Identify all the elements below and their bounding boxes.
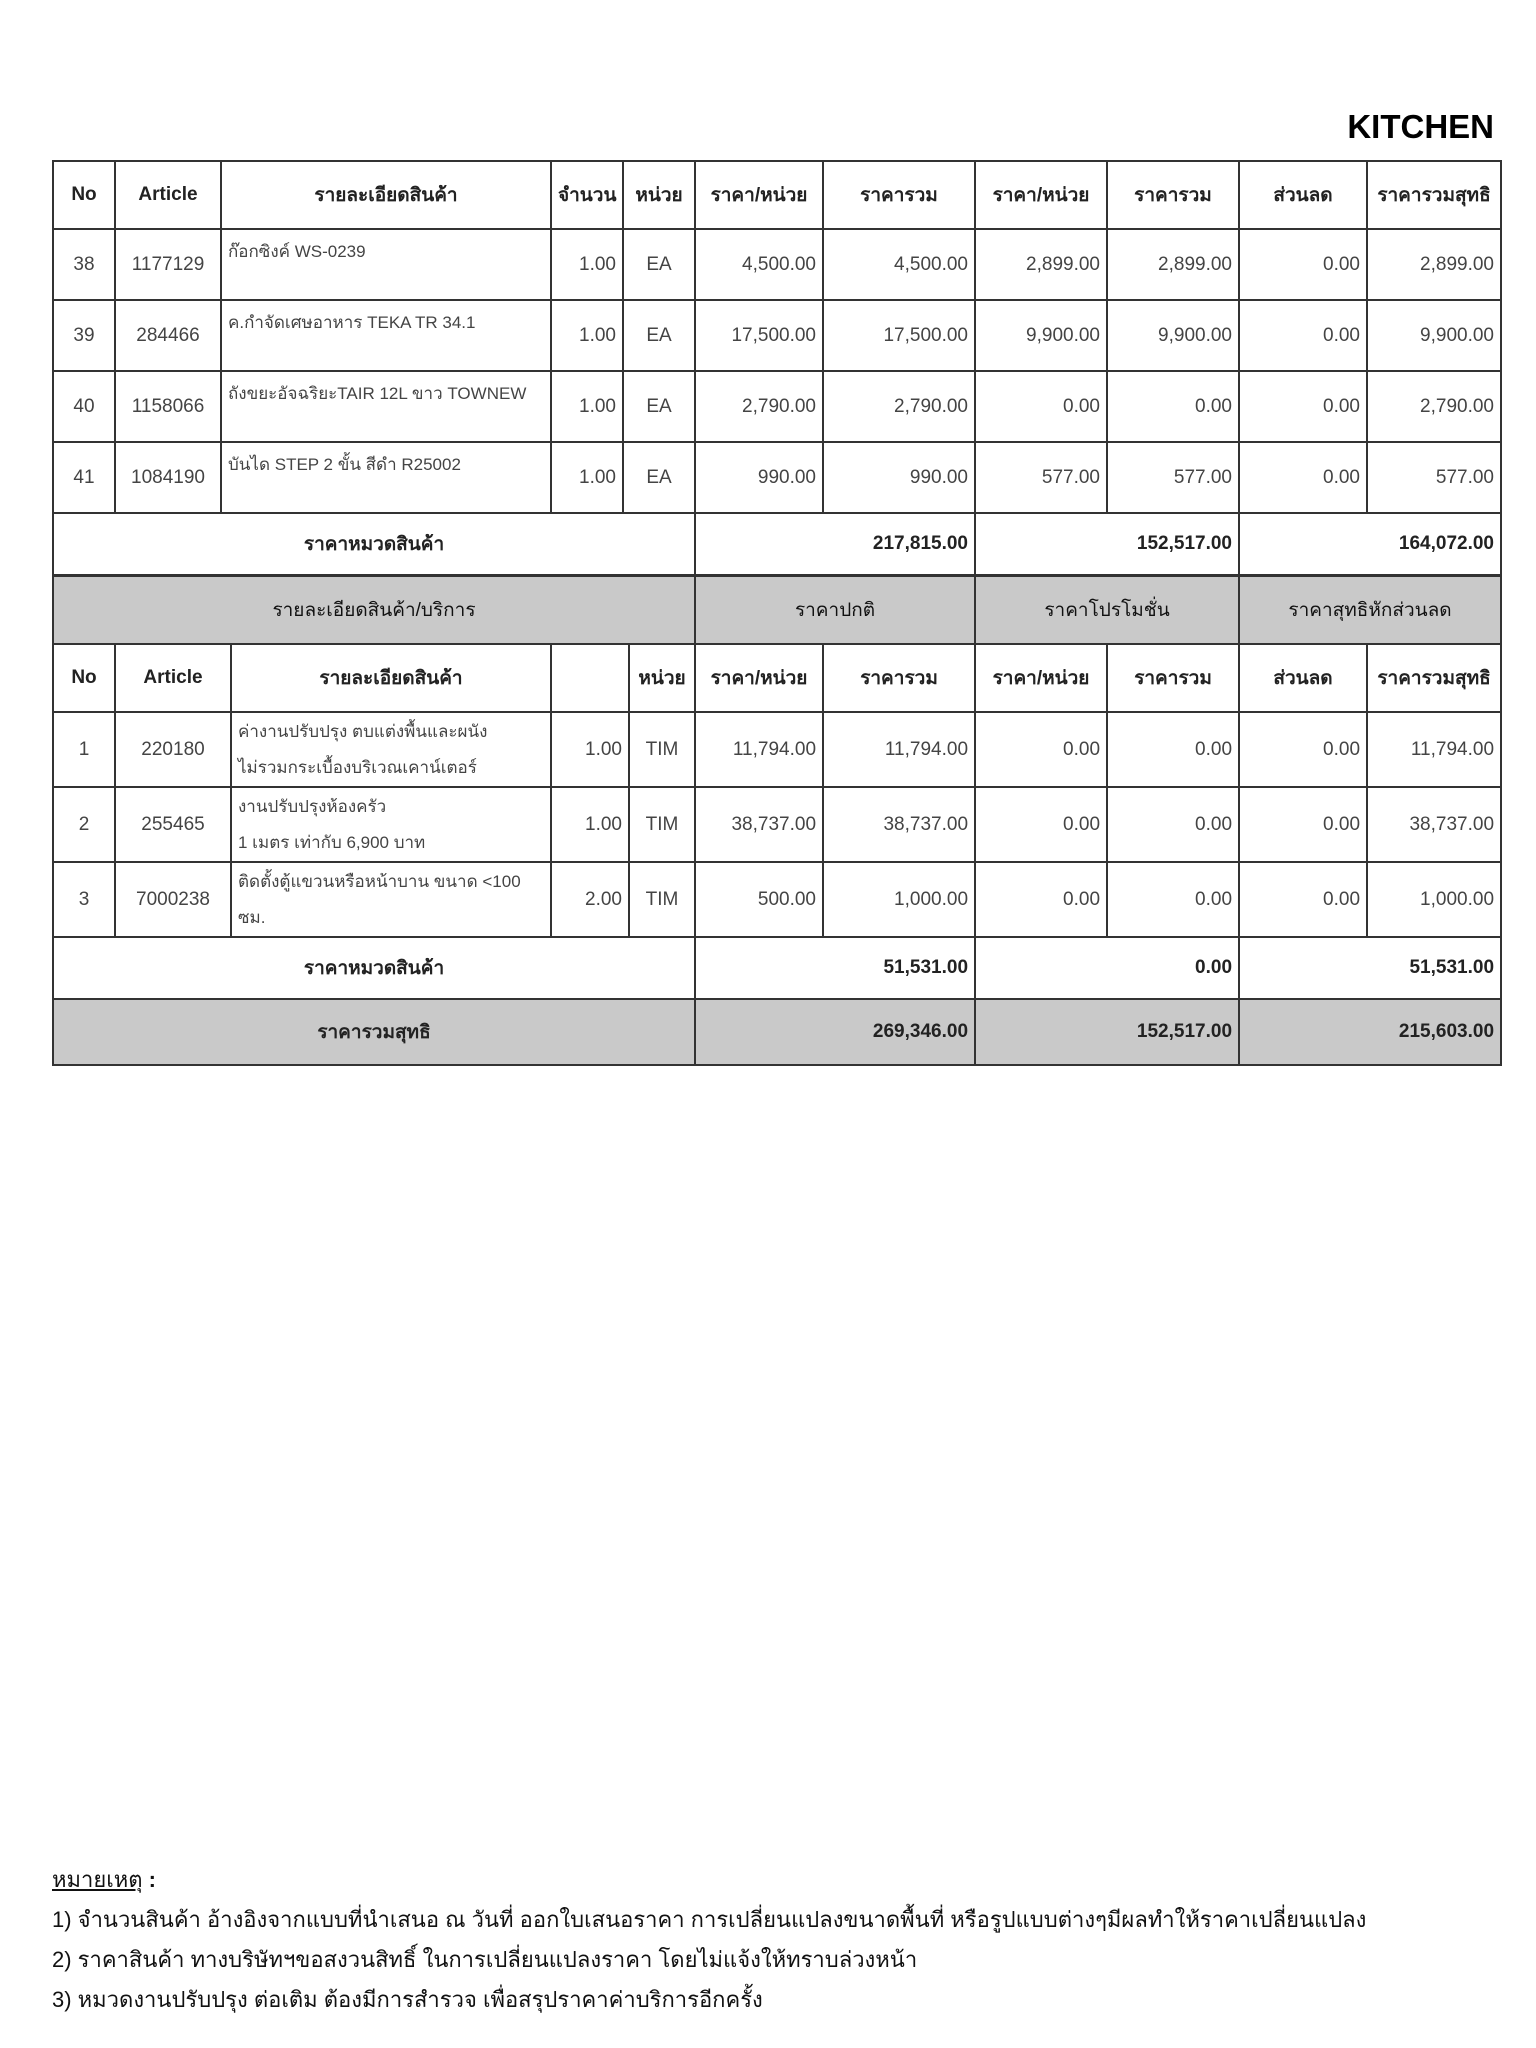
- grand-total-promo: 152,517.00: [975, 999, 1239, 1065]
- cell-promo-total: 2,899.00: [1107, 229, 1239, 300]
- header-cell: ราคา/หน่วย: [695, 644, 823, 712]
- header-cell: ราคารวม: [823, 644, 975, 712]
- subtotal-label: ราคาหมวดสินค้า: [53, 513, 695, 575]
- subtotal-row: [53, 937, 1501, 999]
- products-table: [52, 160, 1502, 576]
- grand-total-row: [53, 999, 1501, 1065]
- cell-net: 38,737.00: [1367, 787, 1501, 862]
- cell-price: 4,500.00: [695, 229, 823, 300]
- cell-no: 39: [53, 300, 115, 371]
- cell-promo-price: 0.00: [975, 862, 1107, 937]
- cell-total: 4,500.00: [823, 229, 975, 300]
- cell-article: 1084190: [115, 442, 221, 513]
- header-cell: ราคารวม: [1107, 644, 1239, 712]
- cell-promo-total: 0.00: [1107, 371, 1239, 442]
- desc-line-1: งานปรับปรุงห้องครัว: [238, 796, 387, 816]
- header-cell: หน่วย: [623, 161, 695, 229]
- header-cell: หน่วย: [629, 644, 695, 712]
- header-cell: ส่วนลด: [1239, 644, 1367, 712]
- cell-promo-total: 0.00: [1107, 862, 1239, 937]
- cell-promo-price: 9,900.00: [975, 300, 1107, 371]
- cell-net: 11,794.00: [1367, 712, 1501, 787]
- cell-desc: ก๊อกซิงค์ WS-0239: [221, 229, 551, 300]
- table-header-row: [53, 161, 1501, 229]
- cell-price: 500.00: [695, 862, 823, 937]
- cell-promo-total: 0.00: [1107, 787, 1239, 862]
- cell-discount: 0.00: [1239, 712, 1367, 787]
- cell-unit: EA: [623, 229, 695, 300]
- grand-total-label: ราคารวมสุทธิ: [53, 999, 695, 1065]
- cell-qty: 1.00: [551, 229, 623, 300]
- cell-qty: 1.00: [551, 371, 623, 442]
- header-cell: [551, 644, 629, 712]
- cell-qty: 2.00: [551, 862, 629, 937]
- cell-total: 2,790.00: [823, 371, 975, 442]
- cell-price: 17,500.00: [695, 300, 823, 371]
- table-row: [53, 862, 1501, 937]
- table-header-row: [53, 644, 1501, 712]
- cell-unit: TIM: [629, 787, 695, 862]
- table-row: [53, 787, 1501, 862]
- table-row: [53, 442, 1501, 513]
- cell-no: 38: [53, 229, 115, 300]
- cell-net: 2,899.00: [1367, 229, 1501, 300]
- cell-discount: 0.00: [1239, 862, 1367, 937]
- header-cell: ราคารวมสุทธิ: [1367, 644, 1501, 712]
- cell-net: 9,900.00: [1367, 300, 1501, 371]
- services-table: [52, 575, 1502, 1066]
- cell-article: 1158066: [115, 371, 221, 442]
- table-row: [53, 300, 1501, 371]
- cell-unit: EA: [623, 371, 695, 442]
- cell-no: 40: [53, 371, 115, 442]
- cell-no: 1: [53, 712, 115, 787]
- cell-price: 38,737.00: [695, 787, 823, 862]
- cell-net: 577.00: [1367, 442, 1501, 513]
- cell-promo-total: 0.00: [1107, 712, 1239, 787]
- cell-qty: 1.00: [551, 300, 623, 371]
- cell-promo-price: 0.00: [975, 712, 1107, 787]
- cell-unit: TIM: [629, 712, 695, 787]
- header-cell: ราคารวม: [1107, 161, 1239, 229]
- cell-desc: [231, 712, 551, 787]
- notes-colon: :: [142, 1867, 157, 1892]
- subtotal-net: 164,072.00: [1239, 513, 1501, 575]
- header-cell: ราคา/หน่วย: [695, 161, 823, 229]
- header-cell: ราคา/หน่วย: [975, 644, 1107, 712]
- cell-no: 41: [53, 442, 115, 513]
- cell-promo-total: 9,900.00: [1107, 300, 1239, 371]
- cell-article: 255465: [115, 787, 231, 862]
- cell-total: 1,000.00: [823, 862, 975, 937]
- header-cell: จำนวน: [551, 161, 623, 229]
- table-row: [53, 229, 1501, 300]
- cell-qty: 1.00: [551, 787, 629, 862]
- cell-total: 11,794.00: [823, 712, 975, 787]
- group-net: ราคาสุทธิหักส่วนลด: [1239, 576, 1501, 644]
- note-line: 2) ราคาสินค้า ทางบริษัทฯขอสงวนสิทธิ์ ในการเปลี่ยนแปลงราคา โดยไม่แจ้งให้ทราบล่วงหน้า: [52, 1947, 918, 1972]
- cell-desc: [231, 787, 551, 862]
- desc-line-2: ไม่รวมกระเบื้องบริเวณเคาน์เตอร์: [238, 757, 477, 777]
- cell-unit: TIM: [629, 862, 695, 937]
- subtotal-normal: 51,531.00: [695, 937, 975, 999]
- header-cell: รายละเอียดสินค้า: [221, 161, 551, 229]
- table-row: [53, 712, 1501, 787]
- cell-no: 3: [53, 862, 115, 937]
- cell-price: 2,790.00: [695, 371, 823, 442]
- header-cell: ราคารวมสุทธิ: [1367, 161, 1501, 229]
- cell-total: 38,737.00: [823, 787, 975, 862]
- header-cell: ราคา/หน่วย: [975, 161, 1107, 229]
- note-line: 1) จำนวนสินค้า อ้างอิงจากแบบที่นำเสนอ ณ วันที่ ออกใบเสนอราคา การเปลี่ยนแปลงขนาดพื้นที่ หรือรูปแบบต่างๆมีผลทำให้ราคาเปลี่ยนแปลง: [52, 1907, 1367, 1932]
- subtotal-label: ราคาหมวดสินค้า: [53, 937, 695, 999]
- subtotal-row: [53, 513, 1501, 575]
- cell-discount: 0.00: [1239, 300, 1367, 371]
- cell-promo-price: 2,899.00: [975, 229, 1107, 300]
- cell-no: 2: [53, 787, 115, 862]
- cell-promo-total: 577.00: [1107, 442, 1239, 513]
- cell-total: 17,500.00: [823, 300, 975, 371]
- table-row: [53, 371, 1501, 442]
- note-line: 3) หมวดงานปรับปรุง ต่อเติม ต้องมีการสำรวจ เพื่อสรุปราคาค่าบริการอีกครั้ง: [52, 1987, 763, 2012]
- subtotal-net: 51,531.00: [1239, 937, 1501, 999]
- cell-discount: 0.00: [1239, 371, 1367, 442]
- grand-total-normal: 269,346.00: [695, 999, 975, 1065]
- grand-total-net: 215,603.00: [1239, 999, 1501, 1065]
- cell-discount: 0.00: [1239, 229, 1367, 300]
- desc-line-1: ค่างานปรับปรุง ตบแต่งพื้นและผนัง: [238, 721, 488, 741]
- cell-desc: บันได STEP 2 ขั้น สีดำ R25002: [221, 442, 551, 513]
- cell-price: 990.00: [695, 442, 823, 513]
- header-cell: Article: [115, 161, 221, 229]
- subtotal-normal: 217,815.00: [695, 513, 975, 575]
- cell-net: 1,000.00: [1367, 862, 1501, 937]
- cell-desc: ค.กำจัดเศษอาหาร TEKA TR 34.1: [221, 300, 551, 371]
- notes-heading: [52, 1860, 1366, 1900]
- cell-desc: [231, 862, 551, 937]
- cell-total: 990.00: [823, 442, 975, 513]
- group-desc: รายละเอียดสินค้า/บริการ: [53, 576, 695, 644]
- cell-qty: 1.00: [551, 442, 623, 513]
- group-header-row: [53, 576, 1501, 644]
- cell-unit: EA: [623, 442, 695, 513]
- cell-article: 284466: [115, 300, 221, 371]
- desc-line-2: 1 เมตร เท่ากับ 6,900 บาท: [238, 832, 426, 852]
- cell-unit: EA: [623, 300, 695, 371]
- cell-promo-price: 0.00: [975, 787, 1107, 862]
- page-title: KITCHEN: [1347, 108, 1494, 145]
- notes-title: หมายเหตุ: [52, 1867, 143, 1892]
- group-normal: ราคาปกติ: [695, 576, 975, 644]
- cell-price: 11,794.00: [695, 712, 823, 787]
- subtotal-promo: 152,517.00: [975, 513, 1239, 575]
- cell-discount: 0.00: [1239, 787, 1367, 862]
- notes-section: [52, 1860, 1366, 2020]
- cell-article: 220180: [115, 712, 231, 787]
- cell-qty: 1.00: [551, 712, 629, 787]
- header-cell: รายละเอียดสินค้า: [231, 644, 551, 712]
- cell-discount: 0.00: [1239, 442, 1367, 513]
- cell-promo-price: 577.00: [975, 442, 1107, 513]
- subtotal-promo: 0.00: [975, 937, 1239, 999]
- header-cell: ราคารวม: [823, 161, 975, 229]
- cell-net: 2,790.00: [1367, 371, 1501, 442]
- cell-article: 7000238: [115, 862, 231, 937]
- cell-desc: ถังขยะอัจฉริยะTAIR 12L ขาว TOWNEW: [221, 371, 551, 442]
- group-promo: ราคาโปรโมชั่น: [975, 576, 1239, 644]
- header-cell: No: [53, 644, 115, 712]
- cell-promo-price: 0.00: [975, 371, 1107, 442]
- header-cell: Article: [115, 644, 231, 712]
- header-cell: ส่วนลด: [1239, 161, 1367, 229]
- desc-line-1: ติดตั้งตู้แขวนหรือหน้าบาน ขนาด <100 ซม.: [238, 871, 521, 927]
- header-cell: No: [53, 161, 115, 229]
- cell-article: 1177129: [115, 229, 221, 300]
